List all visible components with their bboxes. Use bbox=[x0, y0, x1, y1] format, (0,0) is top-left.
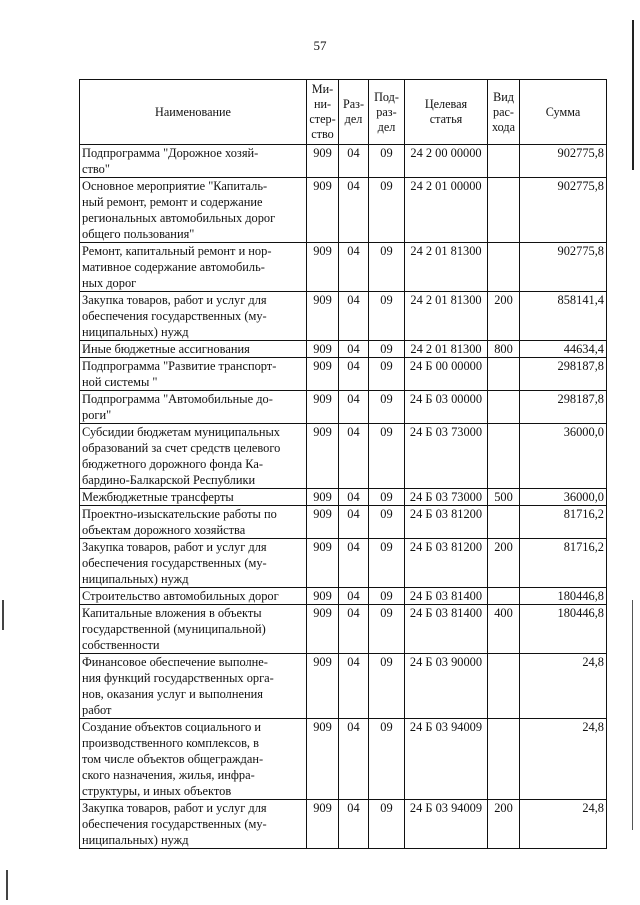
cell-section: 04 bbox=[339, 605, 369, 654]
cell-ministry: 909 bbox=[307, 539, 339, 588]
cell-subsection: 09 bbox=[369, 292, 405, 341]
cell-subsection: 09 bbox=[369, 539, 405, 588]
cell-sum: 902775,8 bbox=[520, 178, 607, 243]
cell-section: 04 bbox=[339, 489, 369, 506]
cell-ministry: 909 bbox=[307, 489, 339, 506]
header-name: Наименование bbox=[80, 80, 307, 145]
cell-name: Межбюджетные трансферты bbox=[80, 489, 307, 506]
cell-sum: 44634,4 bbox=[520, 341, 607, 358]
cell-expense-type: 200 bbox=[488, 292, 520, 341]
cell-subsection: 09 bbox=[369, 341, 405, 358]
cell-section: 04 bbox=[339, 719, 369, 800]
table-row bbox=[80, 506, 607, 539]
cell-name: Создание объектов социального и производственного комплексов, в том числе объектов общеграждан- ского назначения, жилья, инфра- структуры, и иных объектов bbox=[80, 719, 307, 800]
cell-ministry: 909 bbox=[307, 424, 339, 489]
cell-expense-type: 200 bbox=[488, 539, 520, 588]
cell-sum: 81716,2 bbox=[520, 506, 607, 539]
cell-name: Подпрограмма "Автомобильные до- роги" bbox=[80, 391, 307, 424]
cell-target: 24 Б 03 73000 bbox=[405, 424, 488, 489]
cell-section: 04 bbox=[339, 506, 369, 539]
scan-edge-mark bbox=[2, 600, 4, 630]
cell-ministry: 909 bbox=[307, 358, 339, 391]
table-row bbox=[80, 178, 607, 243]
header-subsection: Под- раз- дел bbox=[369, 80, 405, 145]
cell-ministry: 909 bbox=[307, 243, 339, 292]
cell-name: Субсидии бюджетам муниципальных образований за счет средств целевого бюджетного дорожного фонда Ка- бардино-Балкарской Республики bbox=[80, 424, 307, 489]
cell-section: 04 bbox=[339, 243, 369, 292]
cell-ministry: 909 bbox=[307, 654, 339, 719]
cell-section: 04 bbox=[339, 424, 369, 489]
table-row bbox=[80, 605, 607, 654]
scan-edge-mark bbox=[6, 870, 8, 900]
cell-expense-type bbox=[488, 145, 520, 178]
cell-name: Ремонт, капитальный ремонт и нор- мативное содержание автомобиль- ных дорог bbox=[80, 243, 307, 292]
cell-ministry: 909 bbox=[307, 145, 339, 178]
cell-subsection: 09 bbox=[369, 178, 405, 243]
table-row bbox=[80, 719, 607, 800]
cell-section: 04 bbox=[339, 358, 369, 391]
cell-name: Иные бюджетные ассигнования bbox=[80, 341, 307, 358]
cell-expense-type bbox=[488, 588, 520, 605]
cell-sum: 902775,8 bbox=[520, 145, 607, 178]
table-row bbox=[80, 489, 607, 506]
cell-name: Подпрограмма "Дорожное хозяй- ство" bbox=[80, 145, 307, 178]
cell-expense-type bbox=[488, 654, 520, 719]
cell-target: 24 Б 03 94009 bbox=[405, 719, 488, 800]
page-number: 57 bbox=[313, 38, 327, 53]
cell-target: 24 Б 03 81400 bbox=[405, 588, 488, 605]
cell-ministry: 909 bbox=[307, 341, 339, 358]
table-row bbox=[80, 358, 607, 391]
cell-subsection: 09 bbox=[369, 719, 405, 800]
cell-expense-type: 800 bbox=[488, 341, 520, 358]
cell-subsection: 09 bbox=[369, 800, 405, 849]
cell-sum: 36000,0 bbox=[520, 424, 607, 489]
table-row bbox=[80, 341, 607, 358]
cell-name: Основное мероприятие "Капиталь- ный ремонт, ремонт и содержание региональных автомобильных дорог общего пользования" bbox=[80, 178, 307, 243]
cell-name: Закупка товаров, работ и услуг для обеспечения государственных (му- ниципальных) нужд bbox=[80, 800, 307, 849]
cell-section: 04 bbox=[339, 800, 369, 849]
header-target: Целевая статья bbox=[405, 80, 488, 145]
cell-target: 24 Б 03 94009 bbox=[405, 800, 488, 849]
cell-target: 24 Б 00 00000 bbox=[405, 358, 488, 391]
header-sum: Сумма bbox=[520, 80, 607, 145]
budget-table bbox=[79, 79, 607, 849]
header-expense-type: Вид рас- хода bbox=[488, 80, 520, 145]
cell-sum: 24,8 bbox=[520, 719, 607, 800]
cell-sum: 858141,4 bbox=[520, 292, 607, 341]
cell-expense-type: 200 bbox=[488, 800, 520, 849]
cell-target: 24 2 00 00000 bbox=[405, 145, 488, 178]
cell-sum: 298187,8 bbox=[520, 358, 607, 391]
cell-name: Капитальные вложения в объекты государственной (муниципальной) собственности bbox=[80, 605, 307, 654]
cell-ministry: 909 bbox=[307, 605, 339, 654]
cell-target: 24 2 01 81300 bbox=[405, 341, 488, 358]
cell-subsection: 09 bbox=[369, 506, 405, 539]
cell-sum: 24,8 bbox=[520, 800, 607, 849]
table-row bbox=[80, 292, 607, 341]
cell-subsection: 09 bbox=[369, 145, 405, 178]
cell-expense-type bbox=[488, 719, 520, 800]
cell-ministry: 909 bbox=[307, 178, 339, 243]
cell-section: 04 bbox=[339, 341, 369, 358]
cell-expense-type: 500 bbox=[488, 489, 520, 506]
cell-subsection: 09 bbox=[369, 243, 405, 292]
cell-target: 24 Б 03 90000 bbox=[405, 654, 488, 719]
cell-expense-type bbox=[488, 424, 520, 489]
cell-name: Проектно-изыскательские работы по объектам дорожного хозяйства bbox=[80, 506, 307, 539]
cell-name: Финансовое обеспечение выполне- ния функций государственных орга- нов, оказания услуг и выполнения работ bbox=[80, 654, 307, 719]
cell-ministry: 909 bbox=[307, 391, 339, 424]
scan-edge-line bbox=[632, 20, 634, 170]
cell-target: 24 Б 03 81200 bbox=[405, 506, 488, 539]
cell-subsection: 09 bbox=[369, 424, 405, 489]
table-row bbox=[80, 243, 607, 292]
table-header-row bbox=[80, 80, 607, 145]
cell-subsection: 09 bbox=[369, 588, 405, 605]
cell-ministry: 909 bbox=[307, 800, 339, 849]
cell-ministry: 909 bbox=[307, 719, 339, 800]
cell-expense-type: 400 bbox=[488, 605, 520, 654]
cell-target: 24 Б 03 81400 bbox=[405, 605, 488, 654]
cell-sum: 180446,8 bbox=[520, 588, 607, 605]
cell-subsection: 09 bbox=[369, 605, 405, 654]
cell-expense-type bbox=[488, 506, 520, 539]
cell-sum: 902775,8 bbox=[520, 243, 607, 292]
cell-sum: 180446,8 bbox=[520, 605, 607, 654]
cell-target: 24 Б 03 73000 bbox=[405, 489, 488, 506]
table-body bbox=[80, 145, 607, 849]
table-row bbox=[80, 654, 607, 719]
cell-target: 24 Б 03 81200 bbox=[405, 539, 488, 588]
scan-edge-line bbox=[632, 600, 633, 830]
cell-sum: 36000,0 bbox=[520, 489, 607, 506]
table-row bbox=[80, 391, 607, 424]
cell-name: Строительство автомобильных дорог bbox=[80, 588, 307, 605]
table-row bbox=[80, 588, 607, 605]
cell-target: 24 2 01 00000 bbox=[405, 178, 488, 243]
cell-subsection: 09 bbox=[369, 358, 405, 391]
cell-section: 04 bbox=[339, 145, 369, 178]
cell-section: 04 bbox=[339, 178, 369, 243]
table-row bbox=[80, 539, 607, 588]
cell-target: 24 2 01 81300 bbox=[405, 292, 488, 341]
cell-sum: 298187,8 bbox=[520, 391, 607, 424]
cell-expense-type bbox=[488, 178, 520, 243]
cell-target: 24 Б 03 00000 bbox=[405, 391, 488, 424]
cell-name: Закупка товаров, работ и услуг для обеспечения государственных (му- ниципальных) нужд bbox=[80, 539, 307, 588]
cell-subsection: 09 bbox=[369, 489, 405, 506]
cell-ministry: 909 bbox=[307, 506, 339, 539]
cell-sum: 24,8 bbox=[520, 654, 607, 719]
cell-section: 04 bbox=[339, 391, 369, 424]
cell-expense-type bbox=[488, 358, 520, 391]
cell-ministry: 909 bbox=[307, 588, 339, 605]
cell-subsection: 09 bbox=[369, 391, 405, 424]
cell-section: 04 bbox=[339, 539, 369, 588]
cell-section: 04 bbox=[339, 588, 369, 605]
cell-section: 04 bbox=[339, 292, 369, 341]
cell-sum: 81716,2 bbox=[520, 539, 607, 588]
table-row bbox=[80, 424, 607, 489]
cell-subsection: 09 bbox=[369, 654, 405, 719]
cell-expense-type bbox=[488, 243, 520, 292]
table-row bbox=[80, 800, 607, 849]
cell-expense-type bbox=[488, 391, 520, 424]
cell-name: Закупка товаров, работ и услуг для обеспечения государственных (му- ниципальных) нужд bbox=[80, 292, 307, 341]
table-row bbox=[80, 145, 607, 178]
cell-target: 24 2 01 81300 bbox=[405, 243, 488, 292]
cell-section: 04 bbox=[339, 654, 369, 719]
header-ministry: Ми- ни- стер- ство bbox=[307, 80, 339, 145]
cell-ministry: 909 bbox=[307, 292, 339, 341]
header-section: Раз- дел bbox=[339, 80, 369, 145]
cell-name: Подпрограмма "Развитие транспорт- ной системы " bbox=[80, 358, 307, 391]
